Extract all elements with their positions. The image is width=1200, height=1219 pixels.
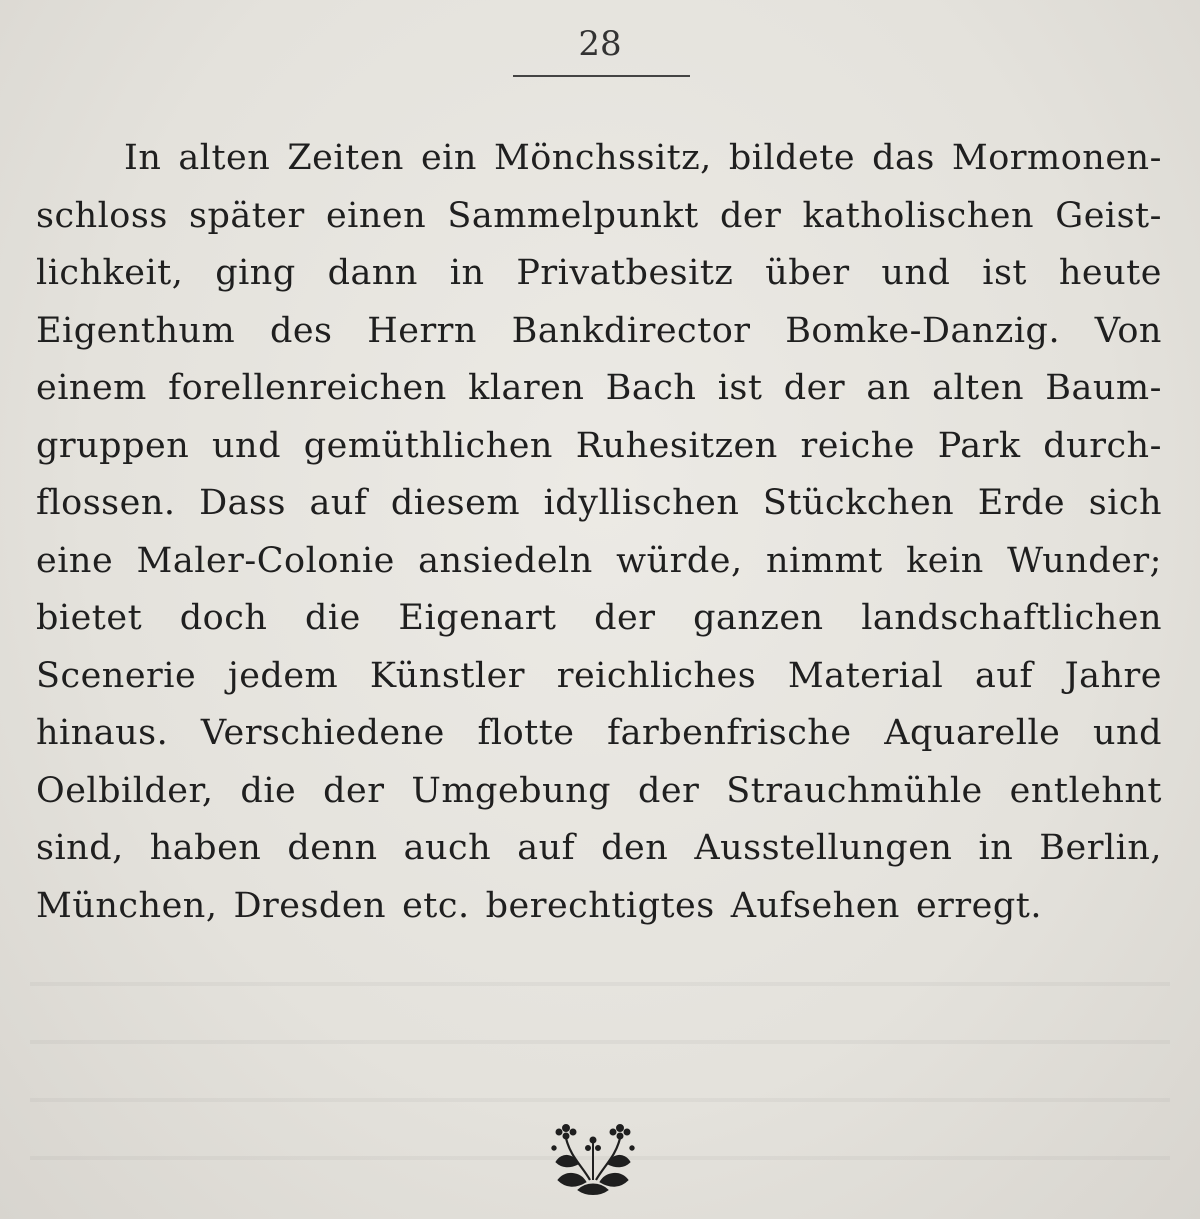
word: die <box>240 770 297 811</box>
word: an <box>866 368 911 408</box>
word: Umgebung <box>411 770 612 811</box>
word: auf <box>309 483 368 523</box>
word: der <box>719 195 782 236</box>
word: Mönchssitz, <box>493 138 712 178</box>
word: Material <box>787 655 944 696</box>
text-line <box>36 303 1162 361</box>
word: ganzen <box>693 598 824 638</box>
word: farbenfrische <box>607 713 852 753</box>
word: auch <box>403 828 492 868</box>
word: dann <box>327 253 418 293</box>
word: Privatbesitz <box>516 253 734 293</box>
word: den <box>601 828 669 868</box>
word: sind, <box>36 828 124 868</box>
word: und <box>881 253 951 293</box>
word: lichkeit, <box>36 253 184 293</box>
word: erregt. <box>915 885 1042 926</box>
word: Oelbilder, <box>36 770 214 811</box>
text-line <box>36 878 1162 936</box>
word: Erde <box>977 483 1066 523</box>
text-line <box>36 188 1162 246</box>
word: Künstler <box>369 655 526 696</box>
word: hinaus. <box>36 713 169 753</box>
word: Stückchen <box>762 483 955 523</box>
word: ist <box>717 368 763 408</box>
word: jedem <box>227 655 339 696</box>
word: klaren <box>468 368 585 408</box>
word: Jahre <box>1064 655 1162 696</box>
word: ist <box>982 253 1027 293</box>
word: Eigenthum <box>36 310 236 351</box>
word: alten <box>932 368 1024 408</box>
word: Geist- <box>1055 195 1162 236</box>
word: würde, <box>616 540 743 581</box>
word: eine <box>36 540 114 581</box>
word: flossen. <box>36 483 176 523</box>
word: Mormonen- <box>951 138 1162 178</box>
word: München, <box>36 885 218 926</box>
word: denn <box>287 828 378 868</box>
word: später <box>189 195 305 236</box>
word: bietet <box>36 598 143 638</box>
word: Ruhesitzen <box>575 425 778 466</box>
text-line <box>36 820 1162 878</box>
word: die <box>305 598 361 638</box>
word: und <box>1093 713 1162 753</box>
word: Dass <box>199 483 286 523</box>
word: katholischen <box>802 195 1035 236</box>
floral-vignette-icon <box>548 1118 638 1198</box>
word: heute <box>1058 253 1162 293</box>
word: landschaftlichen <box>861 598 1162 638</box>
word: durch- <box>1043 425 1162 466</box>
word: Dresden <box>233 885 387 926</box>
text-line <box>36 533 1162 591</box>
word: entlehnt <box>1009 770 1162 811</box>
word: auf <box>517 828 576 868</box>
word: der <box>637 770 700 811</box>
word: der <box>783 368 846 408</box>
word: kein <box>906 540 984 581</box>
word: Von <box>1094 310 1162 351</box>
word: das <box>872 138 935 178</box>
text-line <box>36 590 1162 648</box>
word: Strauchmühle <box>726 770 983 811</box>
word: flotte <box>477 713 575 753</box>
text-line <box>36 475 1162 533</box>
word: ein <box>420 138 477 178</box>
text-line <box>36 360 1162 418</box>
word: Verschiedene <box>200 713 445 753</box>
word: des <box>269 310 333 351</box>
word: Sammelpunkt <box>447 195 699 236</box>
word: bildete <box>728 138 856 178</box>
word: Aufsehen <box>730 885 900 926</box>
word: reiche <box>800 425 916 466</box>
word: Park <box>937 425 1021 466</box>
word: berechtigtes <box>485 885 715 926</box>
word: einen <box>325 195 427 236</box>
word: Bankdirector <box>511 310 751 351</box>
page-number: 28 <box>578 24 622 64</box>
text-line <box>36 418 1162 476</box>
text-line <box>36 705 1162 763</box>
word: Ausstellungen <box>694 828 953 868</box>
word: etc. <box>402 885 470 926</box>
word: reichliches <box>556 655 757 696</box>
word: der <box>323 770 385 811</box>
word: doch <box>179 598 268 638</box>
word: Herrn <box>367 310 477 351</box>
word: Bach <box>605 368 697 408</box>
text-line <box>36 763 1162 821</box>
word: und <box>211 425 281 466</box>
word: gemüthlichen <box>303 425 553 466</box>
word: Berlin, <box>1039 828 1162 868</box>
word: Aquarelle <box>884 713 1061 753</box>
word: forellenreichen <box>168 368 447 408</box>
word: gruppen <box>36 425 190 466</box>
word: idyllischen <box>543 483 740 523</box>
header-rule <box>513 75 690 77</box>
text-line <box>36 245 1162 303</box>
word: diesem <box>390 483 521 523</box>
text-line <box>36 130 1162 188</box>
word: Baum- <box>1045 368 1162 408</box>
word: Wunder; <box>1007 540 1162 581</box>
word: über <box>765 253 850 293</box>
word: einem <box>36 368 147 408</box>
word: Eigenart <box>398 598 557 638</box>
word: schloss <box>36 195 168 236</box>
word: auf <box>975 655 1033 696</box>
word: in <box>978 828 1014 868</box>
text-line <box>36 648 1162 706</box>
body-paragraph <box>36 130 1162 935</box>
word: in <box>449 253 485 293</box>
word: nimmt <box>766 540 883 581</box>
word: ansiedeln <box>418 540 593 581</box>
word: der <box>594 598 656 638</box>
word: Scenerie <box>36 655 197 696</box>
word: Zeiten <box>287 138 404 178</box>
word: alten <box>178 138 271 178</box>
word: sich <box>1088 483 1162 523</box>
word: In <box>124 138 162 178</box>
word: Bomke-Danzig. <box>785 310 1061 351</box>
word: haben <box>149 828 262 868</box>
word: ging <box>215 253 296 293</box>
word: Maler-Colonie <box>136 540 395 581</box>
